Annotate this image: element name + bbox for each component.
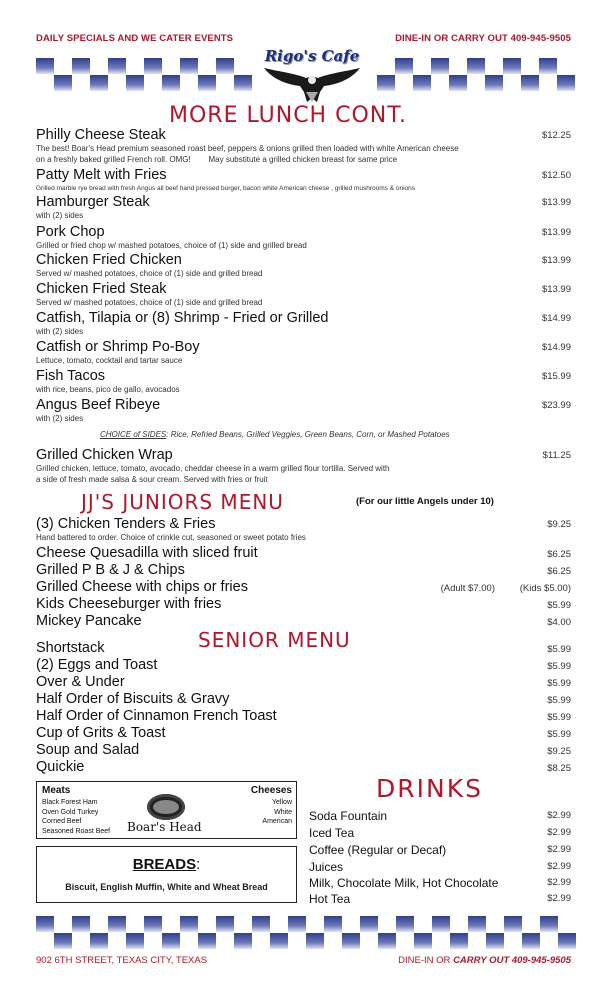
cheeses-list: Yellow White American [262, 799, 292, 825]
meats-title: Meats [42, 785, 71, 796]
eagle-icon [262, 64, 362, 104]
menu-item: Fish Tacos $15.99 with rice, beans, pico de gallo, avocados [36, 368, 571, 394]
checker-band-bottom [36, 916, 576, 950]
breads-title: BREADS: [132, 856, 201, 873]
drink-item: Milk, Chocolate Milk, Hot Chocolate $2.99 [309, 876, 571, 890]
menu-item: Mickey Pancake $4.00 [36, 613, 571, 629]
menu-item: Catfish, Tilapia or (8) Shrimp - Fried or Grilled $14.99 with (2) sides [36, 310, 571, 336]
menu-item: (2) Eggs and Toast $5.99 [36, 657, 571, 673]
menu-item: Cup of Grits & Toast $5.99 [36, 725, 571, 741]
juniors-subtitle: (For our little Angels under 10) [356, 496, 494, 507]
breads-box [36, 846, 297, 903]
checker-band-top-left [36, 58, 246, 92]
choice-of-sides: CHOICE of SIDES: Rice, Refried Beans, Grilled Veggies, Green Beans, Corn, or Mashed Potatoes [100, 430, 450, 439]
menu-item: Hamburger Steak $13.99 with (2) sides [36, 194, 571, 220]
menu-item: Soup and Salad $9.25 [36, 742, 571, 758]
boars-head-logo-text: Boar's Head [127, 820, 202, 834]
lunch-section-title: MORE LUNCH CONT. [169, 103, 408, 128]
menu-item: Kids Cheeseburger with fries $5.99 [36, 596, 571, 612]
drink-item: Hot Tea $2.99 [309, 892, 571, 906]
checker-band-top-right [377, 58, 572, 92]
drink-item: Coffee (Regular or Decaf) $2.99 [309, 843, 571, 857]
menu-item: Catfish or Shrimp Po-Boy $14.99 Lettuce, tomato, cocktail and tartar sauce [36, 339, 571, 365]
menu-item: Chicken Fried Chicken $13.99 Served w/ mashed potatoes, choice of (1) side and grilled bread [36, 252, 571, 278]
menu-item: Cheese Quesadilla with sliced fruit $6.25 [36, 545, 571, 561]
menu-item: Over & Under $5.99 [36, 674, 571, 690]
header-right-tagline: DINE-IN OR CARRY OUT 409-945-9505 [395, 33, 571, 44]
menu-item: Angus Beef Ribeye $23.99 with (2) sides [36, 397, 571, 423]
menu-item: Grilled Chicken Wrap $11.25 Grilled chicken, lettuce, tomato, avocado, cheddar cheese in a warm grilled flour tortilla. Served with a side of fresh made salsa & sour cream. Served with fries or fruit [36, 447, 571, 484]
menu-item: Half Order of Biscuits & Gravy $5.99 [36, 691, 571, 707]
boars-head-logo-icon [147, 794, 185, 820]
menu-item: Grilled P B & J & Chips $6.25 [36, 562, 571, 578]
cheeses-title: Cheeses [250, 785, 292, 796]
menu-item: Quickie $8.25 [36, 759, 571, 775]
header-left-tagline: DAILY SPECIALS AND WE CATER EVENTS [36, 33, 234, 44]
menu-item: Grilled Cheese with chips or fries (Adult $7.00) (Kids $5.00) [36, 579, 571, 595]
boars-head-box [36, 781, 297, 839]
menu-item: Philly Cheese Steak $12.25 The best! Boar's Head premium seasoned roast beef, peppers & onions grilled then loaded with white American cheese on a freshly baked grilled French roll. OMG! May substitute a grilled chicken breast for same price [36, 127, 571, 164]
breads-list: Biscuit, English Muffin, White and Wheat Bread [65, 882, 268, 892]
drink-item: Juices $2.99 [309, 860, 571, 874]
footer-address: 902 6TH STREET, TEXAS CITY, TEXAS [36, 955, 208, 966]
drink-item: Soda Fountain $2.99 [309, 809, 571, 823]
logo-text: Rigo's Cafe [264, 47, 360, 65]
menu-item: Shortstack $5.99 [36, 640, 571, 656]
menu-item: Chicken Fried Steak $13.99 Served w/ mashed potatoes, choice of (1) side and grilled bread [36, 281, 571, 307]
footer-contact: DINE-IN OR CARRY OUT 409-945-9505 [398, 955, 571, 966]
drinks-section-title: DRINKS [376, 774, 483, 803]
menu-item: (3) Chicken Tenders & Fries $9.25 Hand battered to order. Choice of crinkle cut, seasoned or sweet potato fries [36, 516, 571, 542]
menu-item: Pork Chop $13.99 Grilled or fried chop w/ mashed potatoes, choice of (1) side and grilled bread [36, 224, 571, 250]
menu-item: Patty Melt with Fries $12.50 Grilled marble rye bread with fresh Angus all beef hand pressed burger, bacon white American cheese , grilled mushrooms & onions [36, 167, 571, 192]
menu-item: Half Order of Cinnamon French Toast $5.99 [36, 708, 571, 724]
drink-item: Iced Tea $2.99 [309, 826, 571, 840]
juniors-section-title: JJ'S JUNIORS MENU [81, 490, 284, 514]
senior-section-title: SENIOR MENU [198, 628, 351, 652]
meats-list: Black Forest Ham Oven Gold Turkey Corned Beef Seasoned Roast Beef [42, 799, 111, 835]
